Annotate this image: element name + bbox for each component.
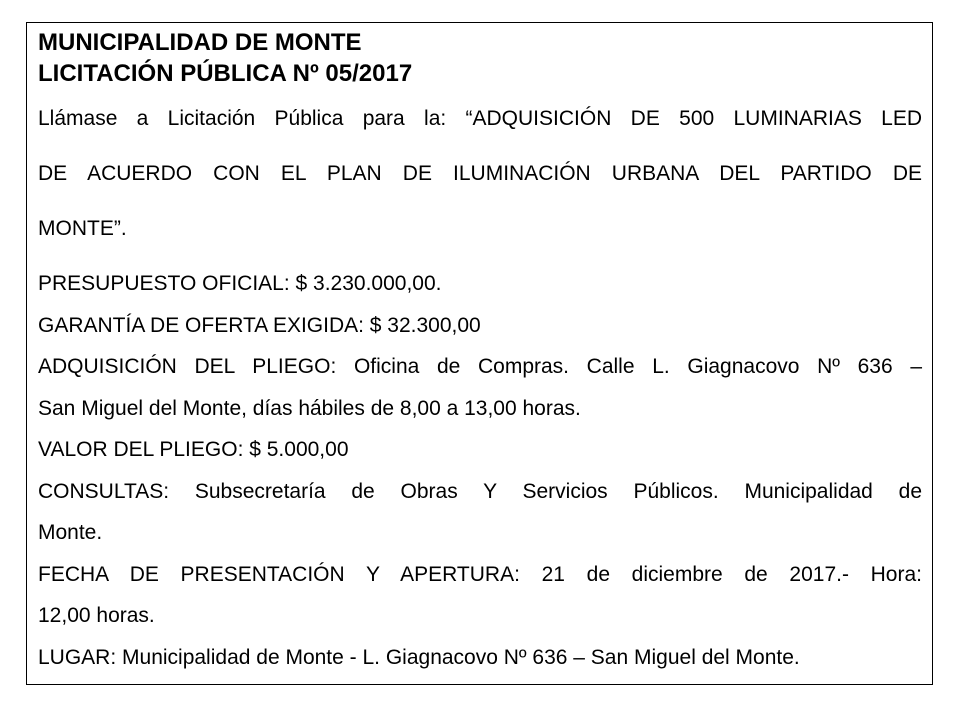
tender-notice [26,22,933,685]
intro-line-1: Llámase a Licitación Pública para la: “ADQUISICIÓN DE 500 LUMINARIAS LED [38,107,922,130]
specs-acquisition-line-1: ADQUISICIÓN DEL PLIEGO: Oficina de Compras. Calle L. Giagnacovo Nº 636 – [38,355,922,378]
opening-date-line-2: 12,00 horas. [38,604,155,627]
specs-acquisition-line-2: San Miguel del Monte, días hábiles de 8,00 a 13,00 horas. [38,397,581,420]
specs-price: VALOR DEL PLIEGO: $ 5.000,00 [38,438,349,461]
submission-place: LUGAR: Municipalidad de Monte - L. Giagnacovo Nº 636 – San Miguel del Monte. [38,646,800,669]
intro-line-2: DE ACUERDO CON EL PLAN DE ILUMINACIÓN URBANA DEL PARTIDO DE [38,162,922,185]
notice-title-municipality: MUNICIPALIDAD DE MONTE [38,29,362,56]
queries-line-1: CONSULTAS: Subsecretaría de Obras Y Servicios Públicos. Municipalidad de [38,480,922,503]
notice-title-tender: LICITACIÓN PÚBLICA Nº 05/2017 [38,60,413,87]
queries-line-2: Monte. [38,521,103,544]
intro-line-3: MONTE”. [38,217,127,240]
official-budget: PRESUPUESTO OFICIAL: $ 3.230.000,00. [38,272,442,295]
opening-date-line-1: FECHA DE PRESENTACIÓN Y APERTURA: 21 de diciembre de 2017.- Hora: [38,563,922,586]
offer-guarantee: GARANTÍA DE OFERTA EXIGIDA: $ 32.300,00 [38,314,481,337]
